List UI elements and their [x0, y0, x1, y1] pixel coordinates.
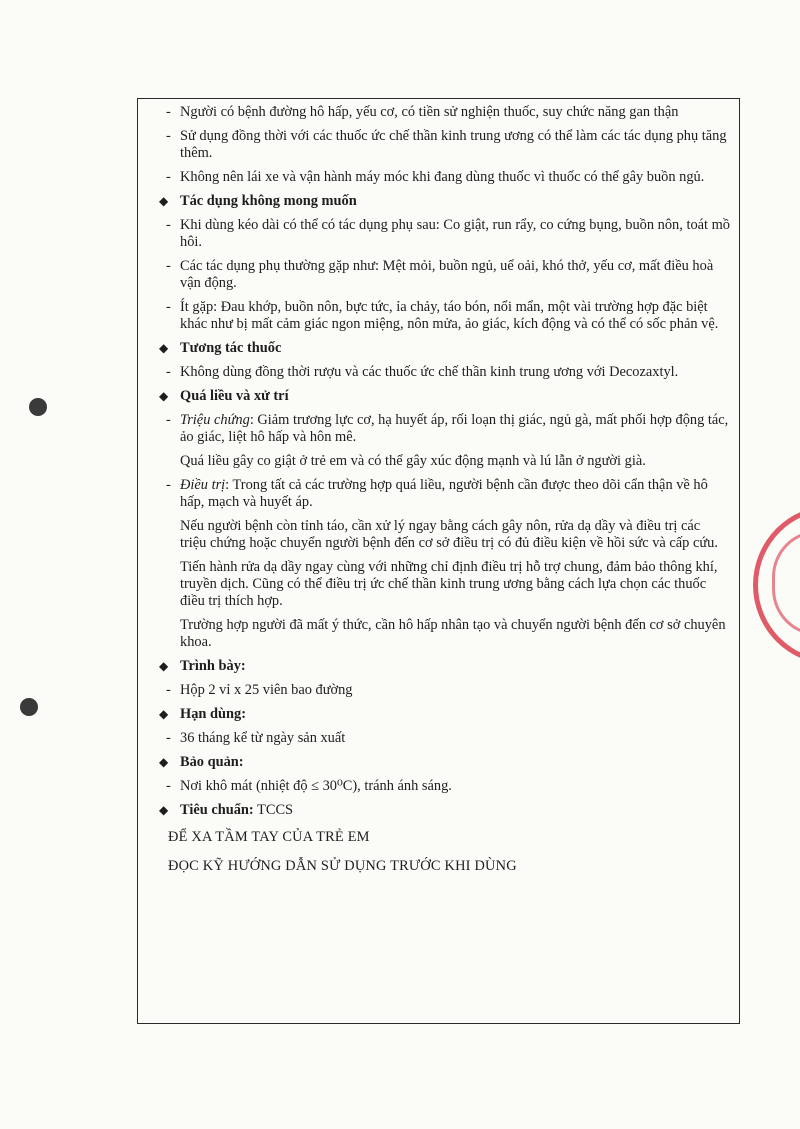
section-heading: ◆ Bảo quản: — [159, 754, 244, 770]
diamond-bullet-icon: ◆ — [159, 755, 169, 769]
diamond-bullet-icon: ◆ — [159, 194, 169, 208]
section-heading: ◆ Tác dụng không mong muốn — [159, 193, 357, 209]
red-seal-stamp — [753, 505, 800, 665]
section-heading: ◆ Trình bày: — [159, 658, 246, 674]
diamond-bullet-icon: ◆ — [159, 803, 169, 817]
paragraph: Quá liều gây co giật ở trẻ em và có thể gây xúc động mạnh và lú lẫn ở người già. — [180, 453, 646, 469]
warning-keep-away: ĐỂ XA TẦM TAY CỦA TRẺ EM — [168, 829, 370, 845]
list-item: - Nơi khô mát (nhiệt độ ≤ 30⁰C), tránh ánh sáng. — [166, 778, 452, 794]
list-item: - Các tác dụng phụ thường gặp như: Mệt mỏi, buồn ngủ, uể oải, khó thở, yếu cơ, mất điều hoà vận động. — [166, 258, 714, 291]
list-item: - Người có bệnh đường hô hấp, yếu cơ, có tiền sử nghiện thuốc, suy chức năng gan thận — [166, 104, 679, 120]
leaflet-content — [150, 104, 730, 875]
list-item: - Điều trị: Trong tất cả các trường hợp quá liều, người bệnh cần được theo dõi cẩn thận về hô hấp, mạch và huyết áp. — [166, 477, 708, 510]
list-item: - 36 tháng kể từ ngày sản xuất — [166, 730, 346, 746]
diamond-bullet-icon: ◆ — [159, 659, 169, 673]
paragraph: Trường hợp người đã mất ý thức, cần hô hấp nhân tạo và chuyển người bệnh đến cơ sở chuyên khoa. — [180, 617, 726, 650]
paragraph: Nếu người bệnh còn tỉnh táo, cần xử lý ngay bằng cách gây nôn, rửa dạ dầy và điều trị các triệu chứng hoặc chuyển người bệnh đến cơ sở điều trị có đủ điều kiện về hồi sức và cấp cứu. — [180, 518, 718, 551]
diamond-bullet-icon: ◆ — [159, 389, 169, 403]
list-item: - Sử dụng đồng thời với các thuốc ức chế thần kinh trung ương có thể làm các tác dụng phụ tăng thêm. — [166, 128, 727, 161]
list-item: - Không dùng đồng thời rượu và các thuốc ức chế thần kinh trung ương với Decozaxtyl. — [166, 364, 679, 380]
section-heading: ◆ Tương tác thuốc — [159, 340, 282, 356]
list-item: - Ít gặp: Đau khớp, buồn nôn, bực tức, ỉa chảy, táo bón, nổi mẩn, một vài trường hợp đặc biệt khác như bị mất cảm giác ngon miệng, nôn mửa, ảo giác, kích động và có thể có sốc phản vệ. — [166, 299, 719, 332]
section-heading: ◆ Quá liều và xử trí — [159, 388, 289, 404]
list-item: - Triệu chứng: Giảm trương lực cơ, hạ huyết áp, rối loạn thị giác, ngủ gà, mất phối hợp động tác, ảo giác, liệt hô hấp và hôn mê. — [166, 412, 729, 445]
list-item: - Khi dùng kéo dài có thể có tác dụng phụ sau: Co giật, run rẩy, co cứng bụng, buồn nôn, toát mồ hôi. — [166, 217, 731, 250]
section-heading: ◆ Hạn dùng: — [159, 706, 246, 722]
paragraph: Tiến hành rửa dạ dầy ngay cùng với những chỉ định điều trị hỗ trợ chung, đảm bảo thông khí, truyền dịch. Cũng có thể điều trị ức chế thần kinh trung ương bằng cách lựa chọn các thuốc điều trị thích hợp. — [180, 559, 718, 609]
punch-hole-top — [29, 398, 47, 416]
diamond-bullet-icon: ◆ — [159, 341, 169, 355]
section-heading: ◆ Tiêu chuẩn: TCCS — [159, 802, 294, 818]
list-item: - Không nên lái xe và vận hành máy móc khi đang dùng thuốc vì thuốc có thể gây buồn ngủ. — [166, 169, 705, 185]
list-item: - Hộp 2 vỉ x 25 viên bao đường — [166, 682, 353, 698]
diamond-bullet-icon: ◆ — [159, 707, 169, 721]
warning-read-instructions: ĐỌC KỸ HƯỚNG DẪN SỬ DỤNG TRƯỚC KHI DÙNG — [168, 858, 517, 874]
punch-hole-bottom — [20, 698, 38, 716]
